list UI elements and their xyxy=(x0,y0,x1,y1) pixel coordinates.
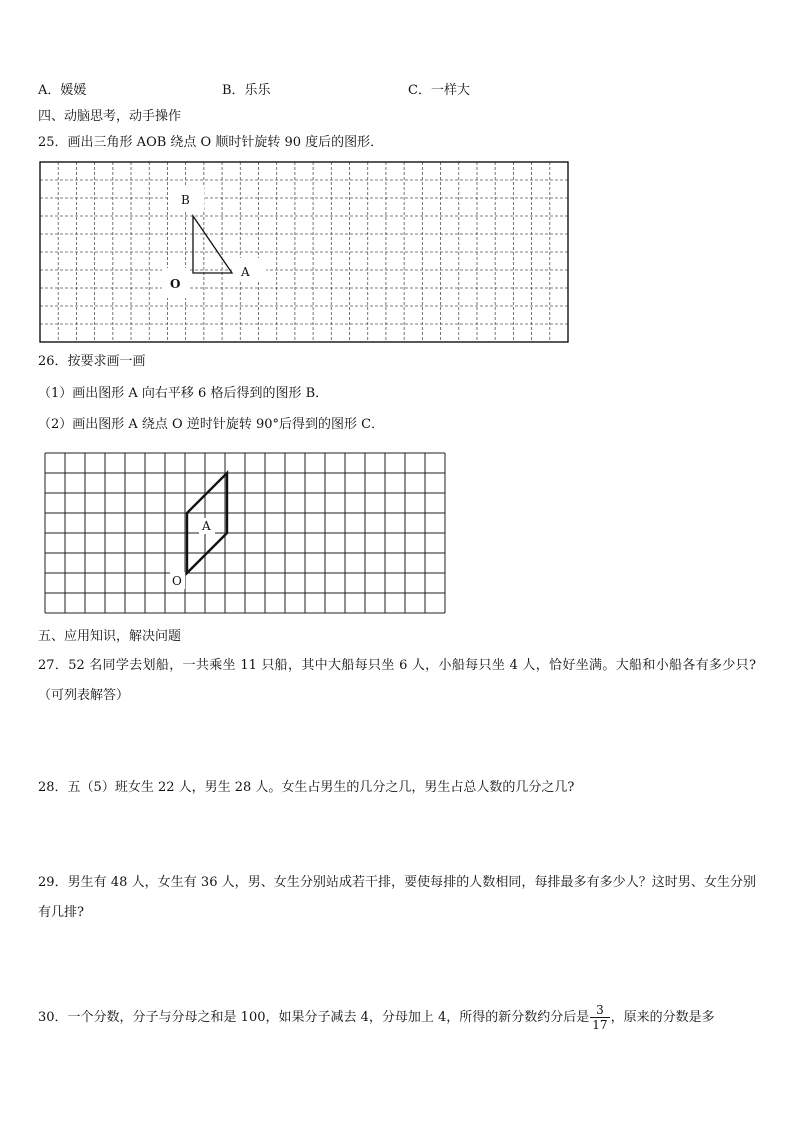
label-b: B xyxy=(181,193,190,207)
question-26-title: 26．按要求画一画 xyxy=(38,354,146,369)
fraction-numerator: 3 xyxy=(596,1003,604,1017)
question-30 xyxy=(38,1003,715,1032)
question-27: 27．52 名同学去划船，一共乘坐 11 只船，其中大船每只坐 6 人，小船每只坐 4 人，恰好坐满。大船和小船各有多少只?（可列表解答） xyxy=(38,658,756,703)
label-point-o: O xyxy=(172,574,182,588)
section-5-title: 五、应用知识，解决问题 xyxy=(38,629,182,644)
question-26-part-1: （1）画出图形 A 向右平移 6 格后得到的图形 B． xyxy=(38,386,329,401)
q26-grid-figure xyxy=(42,450,447,618)
question-26-part-2: （2）画出图形 A 绕点 O 逆时针旋转 90°后得到的图形 C． xyxy=(38,417,385,432)
label-a: A xyxy=(241,265,250,279)
option-b: B．乐乐 xyxy=(222,83,271,98)
option-a: A．媛媛 xyxy=(38,83,87,98)
question-25: 25．画出三角形 AOB 绕点 O 顺时针旋转 90 度后的图形． xyxy=(38,135,384,150)
question-30-text-before: 30．一个分数，分子与分母之和是 100，如果分子减去 4，分母加上 4，所得的新分数约分后是 xyxy=(38,1010,590,1025)
q25-grid-figure xyxy=(38,160,572,346)
fraction-denominator: 17 xyxy=(592,1018,608,1032)
section-4-title: 四、动脑思考，动手操作 xyxy=(38,109,182,124)
label-o: O xyxy=(170,277,181,291)
label-shape-a: A xyxy=(202,519,211,533)
option-c: C．一样大 xyxy=(408,83,470,98)
question-28: 28．五（5）班女生 22 人，男生 28 人。女生占男生的几分之几，男生占总人数的几分之几? xyxy=(38,780,575,795)
question-30-text-after: ，原来的分数是多 xyxy=(610,1010,715,1025)
question-29: 29．男生有 48 人，女生有 36 人，男、女生分别站成若干排，要使每排的人数相同，每排最多有多少人？这时男、女生分别有几排? xyxy=(38,875,756,920)
triangle-aob xyxy=(193,216,232,273)
fraction-3-17 xyxy=(590,1003,609,1032)
